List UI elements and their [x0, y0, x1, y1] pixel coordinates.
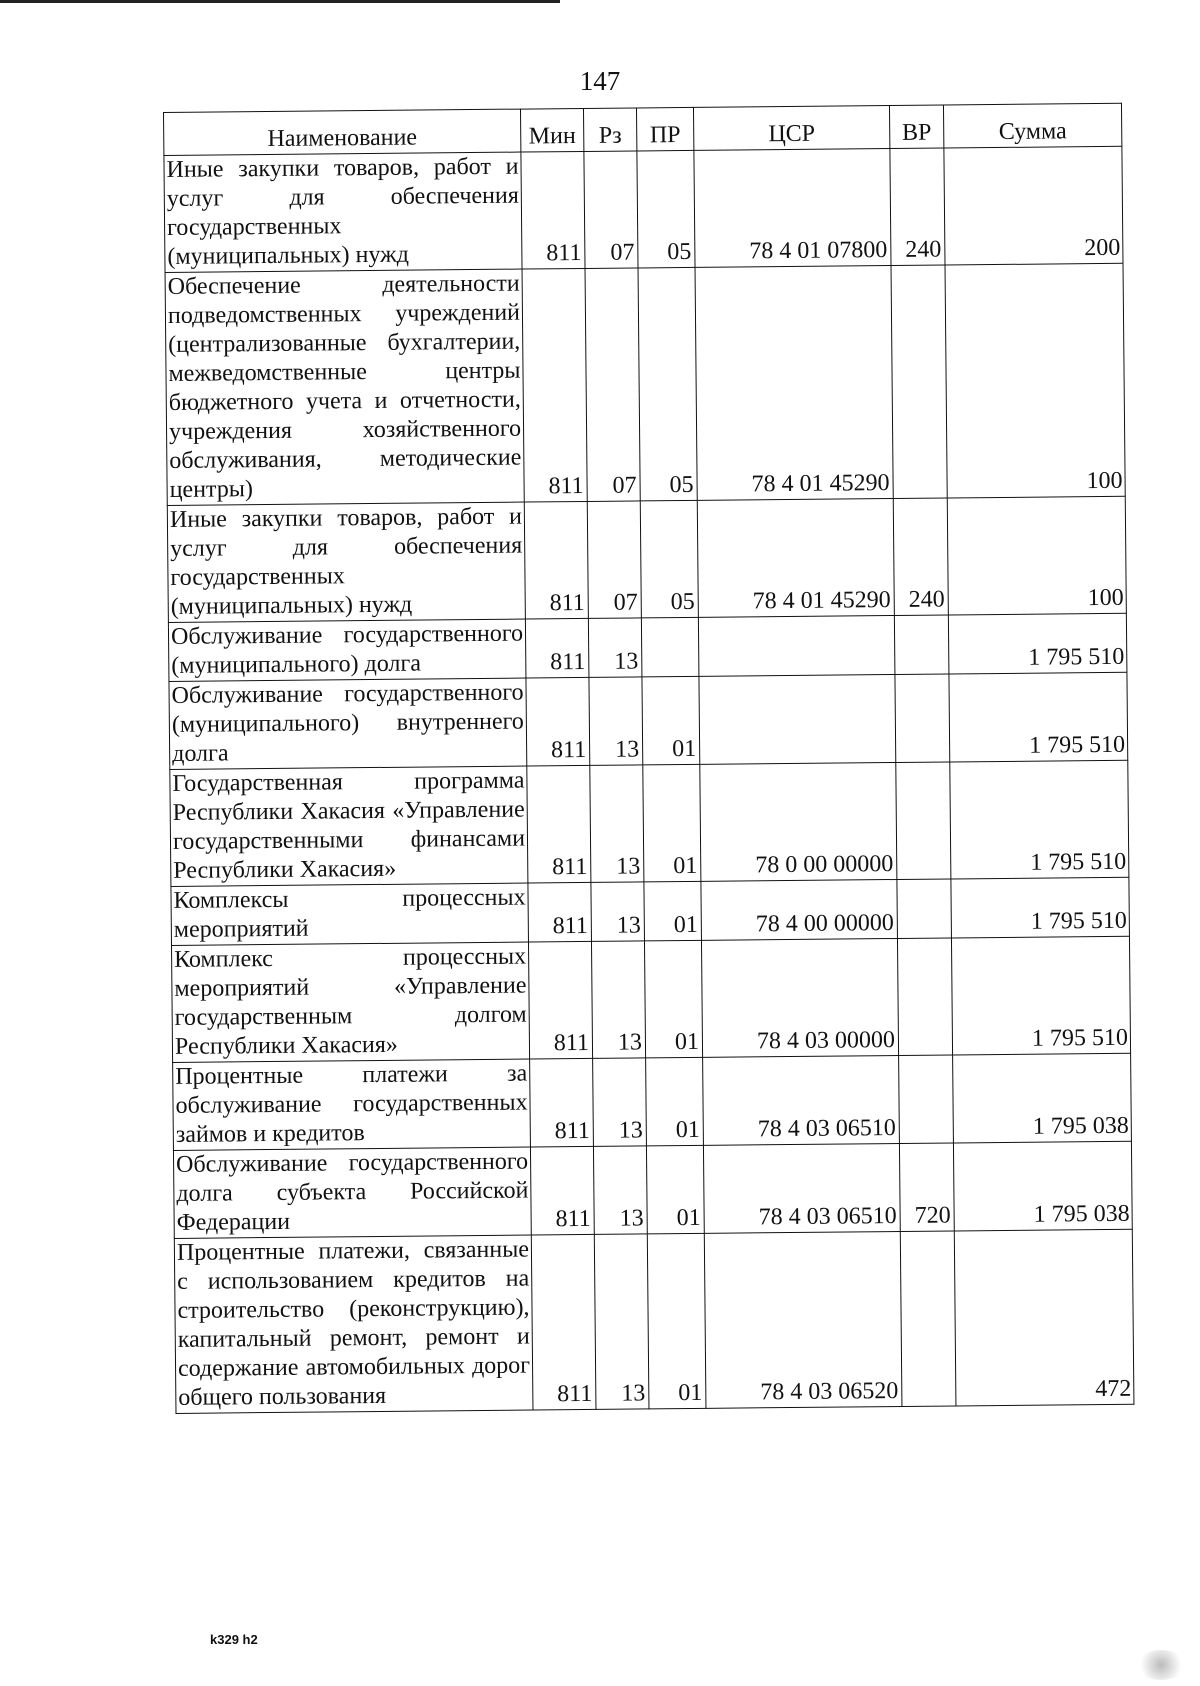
cell-sum: 1 795 510: [948, 613, 1127, 674]
cell-name: Комплекс процессных мероприятий «Управление государственным долгом Республики Хакасия»: [172, 942, 530, 1062]
header-name: Наименование: [164, 109, 521, 155]
cell-sum: 100: [945, 263, 1125, 498]
cell-pr: [641, 617, 699, 677]
cell-sum: 200: [944, 146, 1123, 265]
cell-min: 811: [524, 501, 588, 619]
table-row: [169, 672, 1128, 769]
cell-csr: 78 4 01 45290: [697, 499, 894, 618]
cell-min: 811: [531, 1234, 596, 1410]
cell-name: Обслуживание государственного долга субъекта Российской Федерации: [173, 1147, 531, 1238]
cell-min: 811: [526, 677, 590, 766]
cell-vr: [895, 674, 950, 763]
cell-name: Обслуживание государственного (муниципального) долга: [168, 619, 526, 681]
cell-sum: 1 795 510: [951, 936, 1130, 1055]
cell-pr: 01: [642, 676, 700, 765]
cell-vr: [899, 1055, 954, 1144]
cell-vr: [897, 879, 952, 939]
cell-pr: 05: [638, 267, 697, 501]
cell-min: 811: [528, 882, 592, 942]
cell-csr: 78 4 03 00000: [701, 938, 898, 1057]
cell-vr: 240: [890, 148, 945, 266]
footer-code: k329 h2: [210, 1632, 258, 1647]
cell-min: 811: [530, 1146, 594, 1235]
table-row: [172, 936, 1131, 1062]
table-row: [171, 877, 1130, 945]
cell-min: 811: [527, 765, 591, 883]
header-min: Мин: [520, 108, 583, 152]
cell-vr: 720: [899, 1143, 954, 1232]
table-row: [164, 146, 1123, 272]
table-row: [168, 613, 1127, 681]
table-row: [165, 263, 1125, 505]
cell-sum: 100: [947, 496, 1126, 615]
cell-csr: 78 4 03 06510: [703, 1143, 900, 1233]
page-number: 147: [579, 66, 621, 96]
cell-pr: 01: [644, 881, 702, 941]
cell-sum: 1 795 038: [953, 1053, 1132, 1143]
cell-name: Обслуживание государственного (муниципального) внутреннего долга: [169, 678, 527, 769]
budget-table: [163, 103, 1134, 1414]
cell-rz: 13: [593, 1146, 647, 1235]
cell-vr: [894, 615, 949, 675]
scan-edge: [0, 0, 560, 3]
cell-rz: 13: [591, 941, 645, 1059]
cell-pr: 01: [646, 1057, 704, 1146]
cell-rz: 13: [593, 1058, 647, 1147]
cell-pr: 01: [646, 1145, 704, 1234]
header-pr: ПР: [636, 107, 693, 151]
cell-pr: 01: [643, 764, 701, 882]
cell-name: Процентные платежи за обслуживание государственных займов и кредитов: [173, 1059, 531, 1150]
cell-rz: 07: [585, 268, 640, 501]
table-row: [170, 760, 1129, 886]
cell-rz: 13: [588, 618, 642, 678]
table-row: [167, 496, 1126, 622]
cell-csr: [698, 616, 895, 677]
cell-rz: 13: [589, 677, 643, 766]
cell-csr: 78 4 01 07800: [694, 149, 891, 268]
cell-pr: 01: [644, 940, 702, 1058]
cell-min: 811: [521, 151, 585, 269]
cell-rz: 13: [591, 882, 645, 942]
cell-min: 811: [525, 618, 589, 678]
table-row: [174, 1229, 1134, 1413]
cell-sum: 1 795 510: [949, 672, 1128, 762]
budget-table-wrapper: [163, 103, 1133, 1414]
cell-sum: 472: [954, 1229, 1134, 1406]
cell-pr: 05: [640, 500, 698, 618]
cell-sum: 1 795 038: [953, 1141, 1132, 1231]
header-csr: ЦСР: [693, 106, 889, 151]
cell-pr: 01: [647, 1233, 706, 1409]
cell-sum: 1 795 510: [950, 760, 1129, 879]
cell-csr: 78 4 03 06510: [703, 1055, 900, 1145]
header-sum: Сумма: [943, 103, 1121, 148]
cell-vr: [897, 938, 952, 1056]
cell-name: Комплексы процессных мероприятий: [171, 883, 529, 945]
cell-csr: 78 0 00 00000: [700, 762, 897, 881]
table-body: [164, 146, 1134, 1413]
cell-pr: 05: [637, 150, 695, 268]
scan-smudge: [1136, 1650, 1186, 1680]
cell-rz: 07: [584, 151, 638, 269]
cell-sum: 1 795 510: [951, 877, 1130, 938]
cell-name: Государственная программа Республики Хакасия «Управление государственными финансами Республики Хакасия»: [170, 766, 528, 886]
cell-csr: 78 4 01 45290: [695, 266, 893, 501]
cell-rz: 07: [587, 501, 641, 619]
cell-csr: [699, 674, 896, 764]
header-rz: Рз: [583, 108, 636, 152]
table-row: [173, 1141, 1132, 1238]
cell-vr: [900, 1231, 956, 1407]
cell-csr: 78 4 03 06520: [704, 1231, 902, 1408]
cell-name: Иные закупки товаров, работ и услуг для обеспечения государственных (муниципальных) нужд: [167, 502, 525, 622]
cell-name: Процентные платежи, связанные с использованием кредитов на строительство (реконструкцию), капитальный ремонт, ремонт и содержание автомобильных дорог общего пользования: [174, 1235, 533, 1413]
cell-name: Обеспечение деятельности подведомственных учреждений (централизованные бухгалтерии, межведомственные центры бюджетного учета и отчетности, учреждения хозяйственного обслуживания, методические центры): [165, 269, 524, 505]
cell-rz: 13: [590, 765, 644, 883]
cell-vr: [891, 265, 947, 499]
cell-min: 811: [528, 941, 592, 1059]
cell-min: 811: [522, 268, 587, 502]
cell-name: Иные закупки товаров, работ и услуг для обеспечения государственных (муниципальных) нужд: [164, 152, 522, 272]
cell-vr: 240: [893, 498, 948, 616]
cell-vr: [896, 762, 951, 880]
header-vr: ВР: [889, 105, 943, 149]
cell-csr: 78 4 00 00000: [701, 879, 898, 940]
table-row: [173, 1053, 1132, 1150]
cell-rz: 13: [594, 1234, 649, 1410]
cell-min: 811: [530, 1058, 594, 1147]
